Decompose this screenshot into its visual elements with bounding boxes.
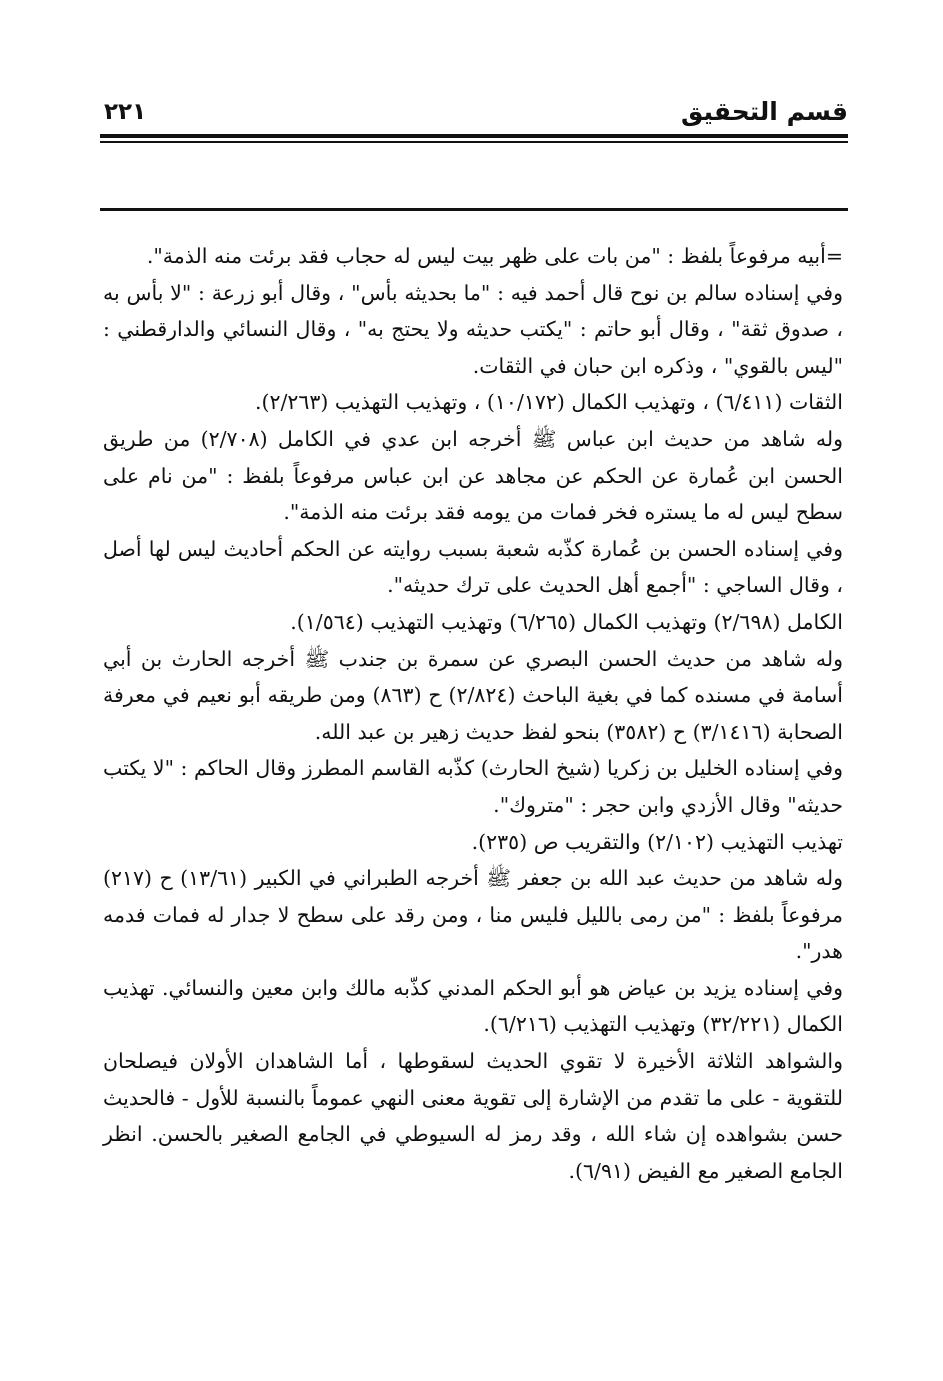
footnote-paragraph: الكامل (٢/٦٩٨) وتهذيب الكمال (٦/٢٦٥) وتهذيب التهذيب (١/٥٦٤). [290,609,843,634]
footnote-paragraph: وفي إسناده الحسن بن عُمارة كذّبه شعبة بسبب روايته عن الحكم أحاديث ليس لها أصل ، وقال الساجي : "أجمع أهل الحديث على ترك حديثه". [103,536,843,598]
footnote-paragraph: وفي إسناده يزيد بن عياض هو أبو الحكم المدني كذّبه مالك وابن معين والنسائي. تهذيب الكمال (٣٢/٢٢١) وتهذيب التهذيب (٦/٢١٦). [103,975,843,1037]
page-number: ٢٢١ [104,99,147,125]
footnote-separator [100,208,848,211]
footnote-paragraph: وله شاهد من حديث الحسن البصري عن سمرة بن جندب ﷺ أخرجه الحارث بن أبي أسامة في مسنده كما في بغية الباحث (٢/٨٢٤) ح (٨٦٣) ومن طريقه أبو نعيم في معرفة الصحابة (٣/١٤١٦) ح (٣٥٨٢) بنحو لفظ حديث زهير بن عبد الله. [103,646,843,744]
footnote-paragraph: وفي إسناده الخليل بن زكريا (شيخ الحارث) كذّبه القاسم المطرز وقال الحاكم : "لا يكتب حديثه" وقال الأزدي وابن حجر : "متروك". [103,756,843,817]
footnote-paragraph: وله شاهد من حديث عبد الله بن جعفر ﷺ أخرجه الطبراني في الكبير (١٣/٦١) ح (٢١٧) مرفوعاً بلفظ : "من رمى بالليل فليس منا ، ومن رقد على سطح لا جدار له فمات فدمه هدر". [103,866,844,964]
footnote-paragraph: الثقات (٦/٤١١) ، وتهذيب الكمال (١٠/١٧٢) ، وتهذيب التهذيب (٢/٢٦٣). [254,390,843,415]
header-rule-thin [100,141,848,143]
footnote-paragraph: والشواهد الثلاثة الأخيرة لا تقوي الحديث لسقوطها ، أما الشاهدان الأولان فيصلحان للتقوية - على ما تقدم من الإشارة إلى تقوية معنى النهي عموماً بالنسبة للأول - فالحديث حسن بشواهده إن شاء الله ، وقد رمز له السيوطي في الجامع الصغير بالحسن. انظر الجامع الصغير مع الفيض (٦/٩١). [103,1049,843,1183]
footnote-paragraph: =أبيه مرفوعاً بلفظ : "من بات على ظهر بيت ليس له حجاب فقد برئت منه الذمة". [146,244,843,268]
footnote-paragraph: تهذيب التهذيب (٢/١٠٢) والتقريب ص (٢٣٥). [471,829,843,854]
header-rule-thick [100,134,848,138]
footnote-body [103,238,843,1189]
footnote-paragraph: وفي إسناده سالم بن نوح قال أحمد فيه : "ما بحديثه بأس" ، وقال أبو زرعة : "لا بأس به ، صدوق ثقة" ، وقال أبو حاتم : "يكتب حديثه ولا يحتج به" ، وقال النسائي والدارقطني : "ليس بالقوي" ، وذكره ابن حبان في الثقات. [103,280,843,378]
section-title: قسم التحقيق [680,97,848,126]
page-header [100,96,848,132]
footnote-paragraph: وله شاهد من حديث ابن عباس ﷺ أخرجه ابن عدي في الكامل (٢/٧٠٨) من طريق الحسن ابن عُمارة عن الحكم عن مجاهد عن ابن عباس مرفوعاً بلفظ : "من نام على سطح ليس له ما يستره فخر فمات من يومه فقد برئت منه الذمة". [103,426,844,525]
